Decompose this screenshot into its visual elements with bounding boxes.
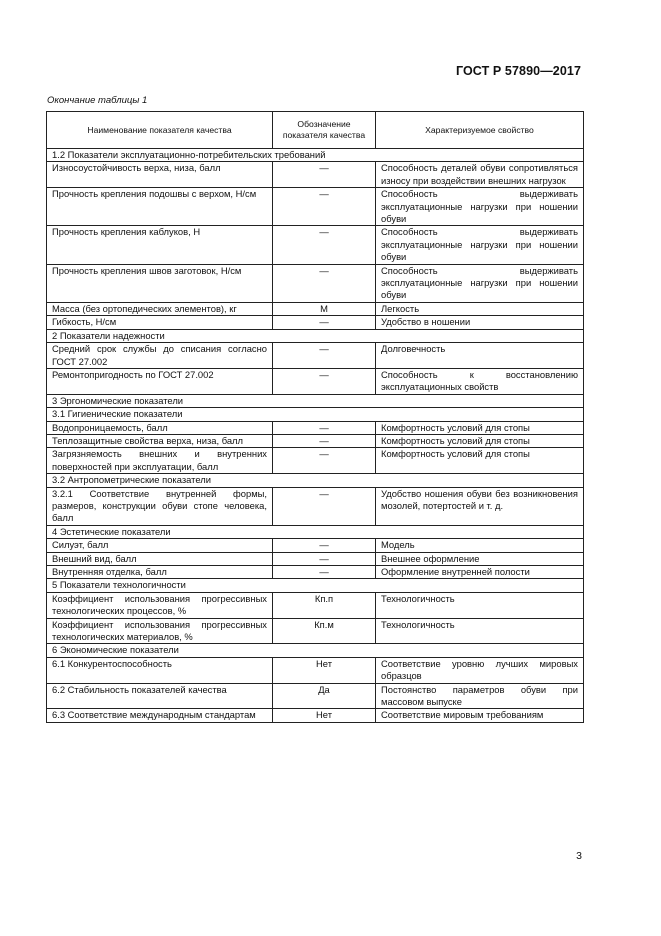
characterized-property: Способность выдерживать эксплуатационные нагрузки при ношении обуви — [376, 188, 584, 226]
header-indicator-code: Обозначение показателя качества — [273, 112, 376, 149]
characterized-property: Способность выдерживать эксплуатационные нагрузки при ношении обуви — [376, 264, 584, 302]
indicator-code: — — [273, 316, 376, 329]
section-title: 4 Эстетические показатели — [47, 525, 584, 538]
table-section-row — [47, 474, 584, 487]
table-row — [47, 552, 584, 565]
table-row — [47, 188, 584, 226]
characterized-property: Способность выдерживать эксплуатационные нагрузки при ношении обуви — [376, 226, 584, 264]
indicator-code: — — [273, 188, 376, 226]
table-header-row — [47, 112, 584, 149]
indicator-name: Прочность крепления каблуков, Н — [47, 226, 273, 264]
indicator-code: — — [273, 162, 376, 188]
characterized-property: Технологичность — [376, 618, 584, 644]
indicator-name: Водопроницаемость, балл — [47, 421, 273, 434]
table-row — [47, 618, 584, 644]
indicator-name: Коэффициент использования прогрессивных технологических процессов, % — [47, 592, 273, 618]
table-section-row — [47, 149, 584, 162]
indicator-code: — — [273, 487, 376, 525]
table-section-row — [47, 579, 584, 592]
section-title: 3.1 Гигиенические показатели — [47, 408, 584, 421]
table-row — [47, 592, 584, 618]
table-section-row — [47, 408, 584, 421]
section-title: 2 Показатели надежности — [47, 329, 584, 342]
table-row — [47, 683, 584, 709]
table-row — [47, 226, 584, 264]
table-section-row — [47, 329, 584, 342]
indicator-code: Кп.п — [273, 592, 376, 618]
indicator-code: — — [273, 264, 376, 302]
indicator-code: — — [273, 343, 376, 369]
indicator-code: — — [273, 539, 376, 552]
table-row — [47, 487, 584, 525]
indicator-code: — — [273, 226, 376, 264]
characterized-property: Способность деталей обуви сопротивляться износу при воздействии внешних нагрузок — [376, 162, 584, 188]
section-title: 3 Эргономические показатели — [47, 394, 584, 407]
table-row — [47, 566, 584, 579]
table-row — [47, 162, 584, 188]
indicator-code: Нет — [273, 709, 376, 722]
characterized-property: Легкость — [376, 302, 584, 315]
indicator-name: Внешний вид, балл — [47, 552, 273, 565]
table-row — [47, 657, 584, 683]
table-row — [47, 343, 584, 369]
indicator-name: 3.2.1 Соответствие внутренней формы, размеров, конструкции обуви стопе человека, балл — [47, 487, 273, 525]
table-row — [47, 302, 584, 315]
characterized-property: Внешнее оформление — [376, 552, 584, 565]
indicator-name: Ремонтопригодность по ГОСТ 27.002 — [47, 368, 273, 394]
indicator-name: Гибкость, Н/см — [47, 316, 273, 329]
indicator-name: Внутренняя отделка, балл — [47, 566, 273, 579]
table-section-row — [47, 644, 584, 657]
table-row — [47, 264, 584, 302]
indicator-code: М — [273, 302, 376, 315]
indicator-name: Загрязняемость внешних и внутренних поверхностей при эксплуатации, балл — [47, 448, 273, 474]
indicator-code: Да — [273, 683, 376, 709]
indicator-code: Кп.м — [273, 618, 376, 644]
table-row — [47, 421, 584, 434]
characterized-property: Соответствие уровню лучших мировых образцов — [376, 657, 584, 683]
indicator-code: — — [273, 434, 376, 447]
table-row — [47, 539, 584, 552]
indicator-name: Прочность крепления подошвы с верхом, Н/см — [47, 188, 273, 226]
section-title: 5 Показатели технологичности — [47, 579, 584, 592]
indicator-name: Коэффициент использования прогрессивных технологических материалов, % — [47, 618, 273, 644]
characterized-property: Комфортность условий для стопы — [376, 434, 584, 447]
header-indicator-name: Наименование показателя качества — [47, 112, 273, 149]
table-row — [47, 434, 584, 447]
indicator-code: — — [273, 368, 376, 394]
section-title: 1.2 Показатели эксплуатационно-потребительских требований — [47, 149, 584, 162]
indicator-name: Средний срок службы до списания согласно ГОСТ 27.002 — [47, 343, 273, 369]
characterized-property: Модель — [376, 539, 584, 552]
table-row — [47, 448, 584, 474]
characterized-property: Удобство в ношении — [376, 316, 584, 329]
table-section-row — [47, 525, 584, 538]
characterized-property: Технологичность — [376, 592, 584, 618]
indicator-name: Износоустойчивость верха, низа, балл — [47, 162, 273, 188]
indicator-code: — — [273, 448, 376, 474]
characterized-property: Постоянство параметров обуви при массовом выпуске — [376, 683, 584, 709]
indicator-code: — — [273, 421, 376, 434]
section-title: 3.2 Антропометрические показатели — [47, 474, 584, 487]
document-standard-number: ГОСТ Р 57890—2017 — [455, 64, 581, 78]
indicator-name: Силуэт, балл — [47, 539, 273, 552]
section-title: 6 Экономические показатели — [47, 644, 584, 657]
indicator-name: Прочность крепления швов заготовок, Н/см — [47, 264, 273, 302]
indicator-code: Нет — [273, 657, 376, 683]
table-row — [47, 368, 584, 394]
indicator-name: 6.2 Стабильность показателей качества — [47, 683, 273, 709]
quality-indicators-table — [46, 111, 584, 723]
table-caption: Окончание таблицы 1 — [47, 95, 148, 106]
indicator-code: — — [273, 566, 376, 579]
page-number: 3 — [576, 850, 582, 862]
header-property: Характеризуемое свойство — [376, 112, 584, 149]
characterized-property: Способность к восстановлению эксплуатационных свойств — [376, 368, 584, 394]
table-body — [47, 149, 584, 723]
characterized-property: Долговечность — [376, 343, 584, 369]
indicator-name: Теплозащитные свойства верха, низа, балл — [47, 434, 273, 447]
characterized-property: Комфортность условий для стопы — [376, 448, 584, 474]
table-row — [47, 316, 584, 329]
indicator-name: Масса (без ортопедических элементов), кг — [47, 302, 273, 315]
table-row — [47, 709, 584, 722]
indicator-code: — — [273, 552, 376, 565]
characterized-property: Удобство ношения обуви без возникновения мозолей, потертостей и т. д. — [376, 487, 584, 525]
table-section-row — [47, 394, 584, 407]
indicator-name: 6.1 Конкурентоспособность — [47, 657, 273, 683]
characterized-property: Комфортность условий для стопы — [376, 421, 584, 434]
characterized-property: Оформление внутренней полости — [376, 566, 584, 579]
characterized-property: Соответствие мировым требованиям — [376, 709, 584, 722]
indicator-name: 6.3 Соответствие международным стандартам — [47, 709, 273, 722]
